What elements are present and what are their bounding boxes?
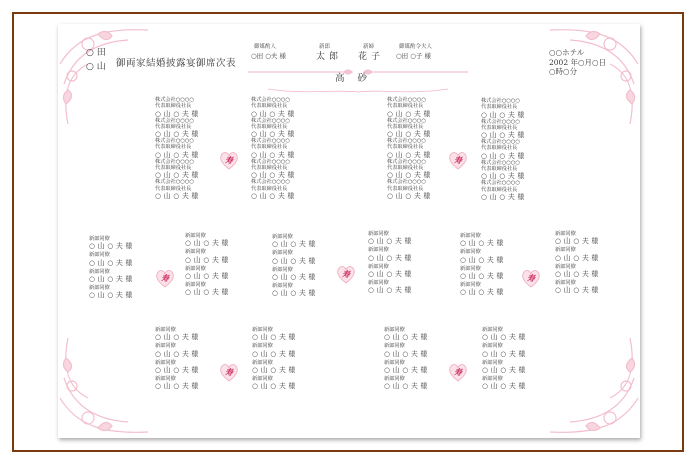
guest-entry — [252, 360, 322, 374]
guest-company: 株式会社○○○○ — [155, 138, 194, 145]
guest-name: ○ 山 ○ 夫 様 — [384, 349, 428, 358]
guest-name: ○ 山 ○ 夫 様 — [368, 269, 412, 278]
guest-relation: 新郎同僚 — [555, 231, 576, 237]
guest-company: 株式会社○○○○ — [387, 158, 426, 165]
guest-table-r2d — [368, 231, 438, 296]
family-name-1: ○ 田 — [86, 48, 106, 58]
guest-entry — [272, 250, 342, 264]
guest-table-r2a — [89, 236, 159, 301]
guest-company: 株式会社○○○○ — [155, 158, 194, 165]
guest-role: 代表取締役社長 — [251, 123, 288, 130]
guest-name: ○ 山 ○ 夫 様 — [460, 288, 504, 297]
guest-relation: 新郎同僚 — [384, 359, 405, 366]
kotobuki-emblem-icon — [334, 262, 358, 286]
guest-name: ○ 山 ○ 夫 様 — [387, 130, 431, 139]
guest-entry — [555, 280, 625, 294]
kotobuki-emblem-text: 寿 — [225, 367, 233, 377]
guest-entry — [155, 159, 225, 180]
guest-name: ○ 山 ○ 夫 様 — [252, 349, 296, 358]
guest-relation: 新郎同僚 — [482, 343, 503, 350]
guest-role: 代表取締役社長 — [481, 104, 518, 111]
guest-name: ○ 山 ○ 夫 様 — [155, 171, 199, 180]
guest-table-r3d — [482, 327, 552, 392]
guest-name: ○ 山 ○ 夫 様 — [272, 272, 316, 281]
guest-role: 代表取締役社長 — [387, 103, 424, 110]
guest-name: ○ 山 ○ 夫 様 — [252, 365, 296, 374]
guest-relation: 新郎同僚 — [368, 247, 389, 254]
guest-company: 株式会社○○○○ — [387, 97, 426, 103]
guest-role: 代表取締役社長 — [251, 185, 288, 192]
guest-relation: 新郎同僚 — [185, 265, 206, 272]
guest-role: 代表取締役社長 — [481, 145, 518, 152]
guest-relation: 新郎同僚 — [555, 247, 576, 254]
bride-label: 新婦 — [363, 44, 375, 50]
guest-role: 代表取締役社長 — [155, 144, 192, 151]
guest-relation: 新郎同僚 — [252, 359, 273, 366]
guest-company: 株式会社○○○○ — [251, 158, 290, 165]
guest-name: ○ 山 ○ 夫 様 — [155, 349, 199, 358]
kotobuki-emblem-text: 寿 — [454, 155, 462, 165]
guest-table-r2b — [185, 233, 255, 298]
guest-name: ○ 山 ○ 夫 様 — [185, 271, 229, 280]
matchmaker-name: ○田 ○夫 様 — [251, 52, 286, 60]
matchmaker-wife-name: ○田 ○子 様 — [396, 52, 431, 60]
guest-name: ○ 山 ○ 夫 様 — [252, 333, 296, 342]
matchmaker-wife-label: 御媒酌令夫人 — [399, 44, 433, 50]
guest-name: ○ 山 ○ 夫 様 — [251, 130, 295, 139]
guest-entry — [272, 267, 342, 281]
guest-table-r1a — [155, 97, 225, 200]
family-name-2: ○ 山 — [86, 62, 106, 72]
guest-entry — [155, 343, 225, 357]
guest-entry — [387, 118, 457, 139]
kotobuki-emblem-text: 寿 — [454, 367, 462, 377]
guest-relation: 新郎同僚 — [482, 327, 503, 333]
guest-name: ○ 山 ○ 夫 様 — [251, 109, 295, 118]
guest-company: 株式会社○○○○ — [387, 179, 426, 186]
guest-name: ○ 山 ○ 夫 様 — [481, 131, 525, 140]
guest-entry — [155, 376, 225, 390]
guest-name: ○ 山 ○ 夫 様 — [368, 237, 412, 246]
guest-name: ○ 山 ○ 夫 様 — [155, 382, 199, 391]
guest-entry — [185, 266, 255, 280]
guest-relation: 新郎同僚 — [252, 343, 273, 350]
guest-name: ○ 山 ○ 夫 様 — [155, 109, 199, 118]
guest-name: ○ 山 ○ 夫 様 — [272, 289, 316, 298]
guest-relation: 新郎同僚 — [482, 359, 503, 366]
guest-relation: 新郎同僚 — [368, 231, 389, 237]
guest-name: ○ 山 ○ 夫 様 — [482, 365, 526, 374]
guest-entry — [384, 327, 454, 341]
guest-role: 代表取締役社長 — [251, 103, 288, 110]
guest-entry — [252, 327, 322, 341]
guest-role: 代表取締役社長 — [251, 144, 288, 151]
guest-relation: 新郎同僚 — [482, 375, 503, 382]
guest-company: 株式会社○○○○ — [481, 180, 520, 187]
guest-name: ○ 山 ○ 夫 様 — [251, 171, 295, 180]
guest-company: 株式会社○○○○ — [251, 138, 290, 145]
guest-entry — [155, 327, 225, 341]
guest-entry — [482, 343, 552, 357]
guest-name: ○ 山 ○ 夫 様 — [482, 349, 526, 358]
guest-role: 代表取締役社長 — [481, 166, 518, 173]
guest-entry — [155, 360, 225, 374]
guest-entry — [251, 138, 321, 159]
guest-relation: 新郎同僚 — [155, 343, 176, 350]
guest-relation: 新郎同僚 — [155, 327, 176, 333]
guest-name: ○ 山 ○ 夫 様 — [272, 256, 316, 265]
guest-entry — [155, 97, 225, 118]
guest-name: ○ 山 ○ 夫 様 — [387, 150, 431, 159]
guest-role: 代表取締役社長 — [155, 185, 192, 192]
guest-entry — [185, 249, 255, 263]
kotobuki-emblem-icon — [153, 266, 177, 290]
guest-relation: 新郎同僚 — [252, 375, 273, 382]
head-table-name: 高 砂 — [335, 73, 373, 84]
kotobuki-emblem-icon — [217, 360, 241, 384]
guest-entry — [384, 376, 454, 390]
guest-company: 株式会社○○○○ — [481, 118, 520, 125]
guest-name: ○ 山 ○ 夫 様 — [251, 150, 295, 159]
guest-name: ○ 山 ○ 夫 様 — [555, 269, 599, 278]
guest-name: ○ 山 ○ 夫 様 — [384, 365, 428, 374]
guest-name: ○ 山 ○ 夫 様 — [482, 333, 526, 342]
guest-table-r2c — [272, 234, 342, 299]
guest-name: ○ 山 ○ 夫 様 — [387, 171, 431, 180]
guest-role: 代表取締役社長 — [387, 185, 424, 192]
guest-relation: 新郎同僚 — [272, 266, 293, 273]
guest-table-r3a — [155, 327, 225, 392]
guest-relation: 新郎同僚 — [460, 265, 481, 272]
guest-entry — [272, 234, 342, 248]
guest-name: ○ 山 ○ 夫 様 — [155, 191, 199, 200]
guest-name: ○ 山 ○ 夫 様 — [481, 192, 525, 201]
guest-entry — [460, 233, 530, 247]
guest-entry — [482, 327, 552, 341]
guest-entry — [368, 247, 438, 261]
guest-name: ○ 山 ○ 夫 様 — [185, 255, 229, 264]
guest-name: ○ 山 ○ 夫 様 — [251, 191, 295, 200]
guest-entry — [89, 269, 159, 283]
guest-entry — [185, 233, 255, 247]
kotobuki-emblem-text: 寿 — [342, 269, 350, 279]
guest-entry — [368, 280, 438, 294]
guest-entry — [155, 179, 225, 200]
guest-entry — [252, 343, 322, 357]
guest-name: ○ 山 ○ 夫 様 — [460, 271, 504, 280]
guest-relation: 新郎同僚 — [185, 281, 206, 288]
guest-entry — [251, 97, 321, 118]
guest-relation: 新郎同僚 — [155, 359, 176, 366]
guest-entry — [482, 376, 552, 390]
guest-name: ○ 山 ○ 夫 様 — [185, 288, 229, 297]
guest-entry — [368, 231, 438, 245]
guest-name: ○ 山 ○ 夫 様 — [384, 382, 428, 391]
guest-entry — [555, 247, 625, 261]
guest-name: ○ 山 ○ 夫 様 — [368, 286, 412, 295]
guest-role: 代表取締役社長 — [387, 123, 424, 130]
page-title: 御両家結婚披露宴御席次表 — [116, 58, 237, 69]
venue-info — [549, 48, 606, 77]
head-table-flourish — [248, 80, 468, 88]
guest-entry — [252, 376, 322, 390]
guest-name: ○ 山 ○ 夫 様 — [555, 253, 599, 262]
guest-entry — [387, 97, 457, 118]
guest-name: ○ 山 ○ 夫 様 — [368, 253, 412, 262]
guest-entry — [89, 236, 159, 250]
guest-relation: 新郎同僚 — [89, 268, 110, 275]
guest-role: 代表取締役社長 — [481, 186, 518, 193]
guest-entry — [384, 343, 454, 357]
guest-entry — [555, 264, 625, 278]
guest-relation: 新郎同僚 — [368, 279, 389, 286]
guest-entry — [555, 231, 625, 245]
guest-entry — [460, 249, 530, 263]
guest-name: ○ 山 ○ 夫 様 — [481, 151, 525, 160]
guest-entry — [481, 119, 551, 140]
event-date: 2002 年○月○日 — [549, 57, 607, 67]
guest-table-r1d — [481, 98, 551, 201]
guest-name: ○ 山 ○ 夫 様 — [89, 291, 133, 300]
guest-entry — [272, 283, 342, 297]
guest-name: ○ 山 ○ 夫 様 — [387, 191, 431, 200]
event-time: ○時○分 — [549, 67, 578, 76]
guest-name: ○ 山 ○ 夫 様 — [460, 255, 504, 264]
kotobuki-emblem-text: 寿 — [527, 273, 535, 283]
corner-ornament-bottom-left — [58, 328, 168, 438]
guest-company: 株式会社○○○○ — [387, 138, 426, 145]
guest-relation: 新郎同僚 — [384, 375, 405, 382]
guest-company: 株式会社○○○○ — [251, 97, 290, 103]
groom-label: 新郎 — [319, 44, 331, 50]
seating-chart-sheet — [58, 24, 640, 438]
guest-name: ○ 山 ○ 夫 様 — [555, 237, 599, 246]
guest-entry — [481, 180, 551, 201]
guest-company: 株式会社○○○○ — [481, 98, 520, 104]
guest-table-r3c — [384, 327, 454, 392]
guest-relation: 新郎同僚 — [89, 284, 110, 291]
guest-role: 代表取締役社長 — [387, 144, 424, 151]
guest-name: ○ 山 ○ 夫 様 — [482, 382, 526, 391]
kotobuki-emblem-text: 寿 — [161, 273, 169, 283]
guest-entry — [384, 360, 454, 374]
guest-name: ○ 山 ○ 夫 様 — [155, 365, 199, 374]
guest-entry — [185, 282, 255, 296]
guest-company: 株式会社○○○○ — [251, 117, 290, 124]
guest-entry — [155, 138, 225, 159]
guest-relation: 新郎同僚 — [555, 279, 576, 286]
guest-role: 代表取締役社長 — [155, 103, 192, 110]
guest-name: ○ 山 ○ 夫 様 — [481, 172, 525, 181]
guest-entry — [481, 139, 551, 160]
bride-name: 花子 — [358, 52, 385, 62]
guest-company: 株式会社○○○○ — [481, 139, 520, 146]
guest-name: ○ 山 ○ 夫 様 — [89, 242, 133, 251]
guest-relation: 新郎同僚 — [368, 263, 389, 270]
groom-name: 太郎 — [316, 52, 343, 62]
guest-relation: 新郎同僚 — [185, 249, 206, 256]
guest-name: ○ 山 ○ 夫 様 — [155, 130, 199, 139]
guest-company: 株式会社○○○○ — [387, 117, 426, 124]
guest-name: ○ 山 ○ 夫 様 — [387, 109, 431, 118]
guest-relation: 新郎同僚 — [155, 375, 176, 382]
guest-name: ○ 山 ○ 夫 様 — [89, 274, 133, 283]
guest-relation: 新郎同僚 — [460, 281, 481, 288]
guest-entry — [481, 98, 551, 119]
guest-company: 株式会社○○○○ — [481, 159, 520, 166]
guest-role: 代表取締役社長 — [481, 124, 518, 131]
venue-name: ○○ホテル — [549, 48, 585, 57]
guest-entry — [481, 160, 551, 181]
guest-relation: 新郎同僚 — [252, 327, 273, 333]
kotobuki-emblem-text: 寿 — [225, 155, 233, 165]
family-names — [86, 46, 106, 74]
kotobuki-emblem-icon — [217, 148, 241, 172]
guest-entry — [368, 264, 438, 278]
guest-name: ○ 山 ○ 夫 様 — [155, 150, 199, 159]
guest-entry — [89, 252, 159, 266]
guest-entry — [251, 159, 321, 180]
guest-relation: 新郎同僚 — [185, 233, 206, 239]
guest-relation: 新郎同僚 — [89, 236, 110, 242]
guest-name: ○ 山 ○ 夫 様 — [384, 333, 428, 342]
guest-entry — [251, 179, 321, 200]
guest-name: ○ 山 ○ 夫 様 — [460, 239, 504, 248]
guest-name: ○ 山 ○ 夫 様 — [89, 258, 133, 267]
guest-relation: 新郎同僚 — [460, 249, 481, 256]
guest-table-r2f — [555, 231, 625, 296]
guest-name: ○ 山 ○ 夫 様 — [252, 382, 296, 391]
guest-name: ○ 山 ○ 夫 様 — [481, 110, 525, 119]
guest-entry — [251, 118, 321, 139]
guest-relation: 新郎同僚 — [272, 234, 293, 240]
guest-role: 代表取締役社長 — [155, 123, 192, 130]
guest-role: 代表取締役社長 — [155, 165, 192, 172]
guest-relation: 新郎同僚 — [555, 263, 576, 270]
matchmaker-label: 御媒酌人 — [254, 44, 277, 50]
guest-relation: 新郎同僚 — [89, 252, 110, 259]
guest-relation: 新郎同僚 — [384, 327, 405, 333]
guest-entry — [155, 118, 225, 139]
guest-relation: 新郎同僚 — [272, 250, 293, 257]
kotobuki-emblem-icon — [446, 148, 470, 172]
guest-table-r1b — [251, 97, 321, 200]
guest-name: ○ 山 ○ 夫 様 — [155, 333, 199, 342]
guest-role: 代表取締役社長 — [251, 165, 288, 172]
guest-company: 株式会社○○○○ — [155, 179, 194, 186]
guest-entry — [89, 285, 159, 299]
kotobuki-emblem-icon — [446, 360, 470, 384]
guest-relation: 新郎同僚 — [460, 233, 481, 239]
guest-entry — [482, 360, 552, 374]
guest-table-r3b — [252, 327, 322, 392]
guest-name: ○ 山 ○ 夫 様 — [185, 239, 229, 248]
kotobuki-emblem-icon — [519, 266, 543, 290]
guest-company: 株式会社○○○○ — [155, 117, 194, 124]
guest-name: ○ 山 ○ 夫 様 — [272, 240, 316, 249]
corner-ornament-top-left — [58, 24, 168, 134]
guest-relation: 新郎同僚 — [384, 343, 405, 350]
guest-role: 代表取締役社長 — [387, 165, 424, 172]
guest-company: 株式会社○○○○ — [155, 97, 194, 103]
guest-name: ○ 山 ○ 夫 様 — [555, 286, 599, 295]
guest-company: 株式会社○○○○ — [251, 179, 290, 186]
guest-entry — [387, 179, 457, 200]
guest-relation: 新郎同僚 — [272, 282, 293, 289]
